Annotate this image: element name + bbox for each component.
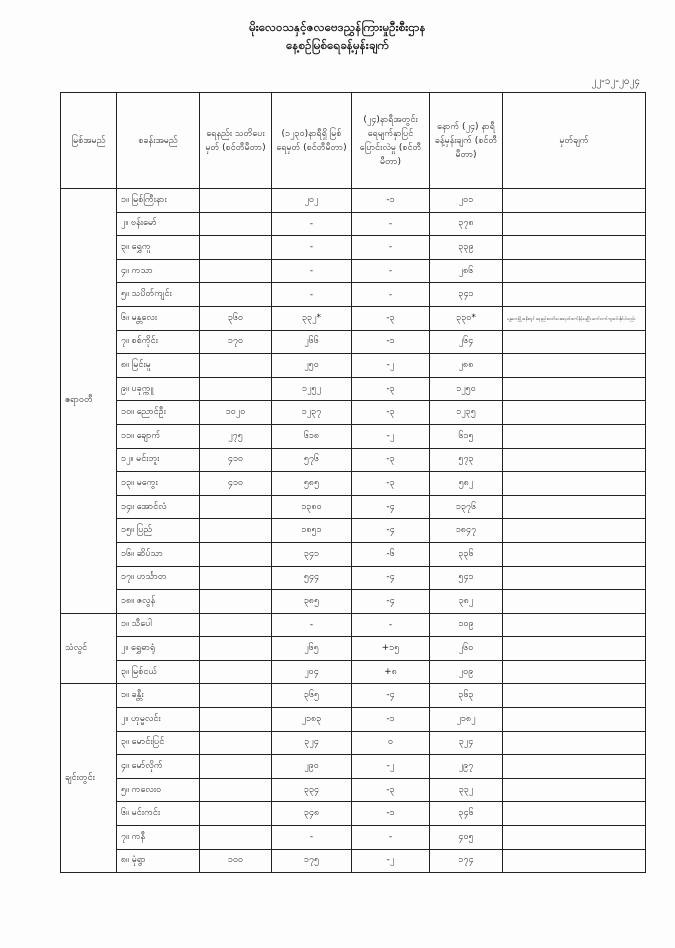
low-warning-cell bbox=[200, 660, 272, 684]
low-warning-cell bbox=[200, 495, 272, 519]
station-name-cell: ၆။ မင်းကင်း bbox=[117, 802, 200, 826]
water-level-cell: - bbox=[272, 259, 352, 283]
water-level-cell: ၂၉၀ bbox=[272, 755, 352, 779]
low-warning-cell bbox=[200, 637, 272, 661]
station-name-cell: ၁၃။ မကွေး bbox=[117, 472, 200, 496]
water-level-cell: ၁၃၈၀ bbox=[272, 495, 352, 519]
table-row bbox=[61, 189, 646, 213]
low-warning-cell bbox=[200, 519, 272, 543]
remark-cell bbox=[503, 448, 646, 472]
station-name-cell: ၁၄။ အောင်လံ bbox=[117, 495, 200, 519]
level-change-cell: +၁၅ bbox=[352, 637, 430, 661]
remark-cell bbox=[503, 330, 646, 354]
remark-cell bbox=[503, 684, 646, 708]
remark-cell bbox=[503, 236, 646, 260]
column-header: နောက် (၂၄) နာရီ ခန့်မှန်းချက် (စင်တီမီတာ) bbox=[430, 93, 503, 189]
station-name-cell: ၆။ မန္တလေး bbox=[117, 306, 200, 330]
table-row bbox=[61, 283, 646, 307]
remark-cell bbox=[503, 495, 646, 519]
station-name-cell: ၂။ ရွှေဓာရုံ bbox=[117, 637, 200, 661]
level-change-cell: ၀ bbox=[352, 731, 430, 755]
low-warning-cell bbox=[200, 731, 272, 755]
station-name-cell: ၁၆။ ဆိပ်သာ bbox=[117, 542, 200, 566]
level-change-cell: -၄ bbox=[352, 590, 430, 614]
report-date: ၂၂-၁၂-၂၀၂၄ bbox=[591, 76, 640, 87]
table-row bbox=[61, 377, 646, 401]
remark-cell: မန္တလေးမြို့အနီးတွင် ရေနည်းသတိပေးအမှတ်ထက်နိမ့်နေပြီး ဆက်လက်ကျဆင်းနိုင်ပါသည်။ bbox=[503, 306, 646, 330]
forecast-cell: ၂၆၄ bbox=[430, 330, 503, 354]
water-level-cell: ၂၆၅ bbox=[272, 637, 352, 661]
remark-cell bbox=[503, 377, 646, 401]
low-warning-cell: ၄၁၀ bbox=[200, 448, 272, 472]
forecast-cell: ၂၀၁ bbox=[430, 189, 503, 213]
water-level-cell: ၁၇၅ bbox=[272, 849, 352, 873]
low-warning-cell: ၂၇၅ bbox=[200, 424, 272, 448]
forecast-cell: ၂၆၀ bbox=[430, 637, 503, 661]
remark-cell bbox=[503, 424, 646, 448]
station-name-cell: ၇။ ကနီ bbox=[117, 826, 200, 850]
level-change-cell: -၃ bbox=[352, 377, 430, 401]
low-warning-cell bbox=[200, 377, 272, 401]
remark-cell bbox=[503, 802, 646, 826]
low-warning-cell bbox=[200, 354, 272, 378]
table-row bbox=[61, 354, 646, 378]
water-level-cell: ၁၂၅၂ bbox=[272, 377, 352, 401]
station-name-cell: ၄။ ကသာ bbox=[117, 259, 200, 283]
level-change-cell: -၂ bbox=[352, 354, 430, 378]
forecast-cell: ၁၃၇၆ bbox=[430, 495, 503, 519]
forecast-cell: ၅၄၁ bbox=[430, 566, 503, 590]
forecast-cell: ၂၀၉ bbox=[430, 660, 503, 684]
low-warning-cell bbox=[200, 189, 272, 213]
forecast-cell: ၁၂၃၅ bbox=[430, 401, 503, 425]
level-change-cell: -၃ bbox=[352, 306, 430, 330]
forecast-cell: ၃၄၆ bbox=[430, 802, 503, 826]
water-level-cell: - bbox=[272, 613, 352, 637]
table-row bbox=[61, 472, 646, 496]
station-name-cell: ၉။ ပခုက္ကူ bbox=[117, 377, 200, 401]
station-name-cell: ၁၂။ မင်းဘူး bbox=[117, 448, 200, 472]
river-name-cell: ချင်းတွင်း bbox=[61, 684, 117, 873]
table-row bbox=[61, 424, 646, 448]
table-row bbox=[61, 495, 646, 519]
remark-cell bbox=[503, 542, 646, 566]
station-name-cell: ၃။ ရွှေကူ bbox=[117, 236, 200, 260]
remark-cell bbox=[503, 613, 646, 637]
table-row bbox=[61, 755, 646, 779]
water-level-cell: - bbox=[272, 826, 352, 850]
water-level-cell: ၃၆၅ bbox=[272, 684, 352, 708]
low-warning-cell bbox=[200, 566, 272, 590]
table-body bbox=[61, 189, 646, 873]
station-name-cell: ၂။ ဟုမ္မလင်း bbox=[117, 708, 200, 732]
table-row bbox=[61, 566, 646, 590]
water-level-cell: - bbox=[272, 236, 352, 260]
low-warning-cell bbox=[200, 542, 272, 566]
table-row bbox=[61, 613, 646, 637]
low-warning-cell bbox=[200, 283, 272, 307]
level-change-cell: - bbox=[352, 613, 430, 637]
level-change-cell: -၃ bbox=[352, 448, 430, 472]
low-warning-cell bbox=[200, 755, 272, 779]
station-name-cell: ၁၀။ ညောင်ဦး bbox=[117, 401, 200, 425]
level-change-cell: -၆ bbox=[352, 542, 430, 566]
level-change-cell: -၄ bbox=[352, 495, 430, 519]
level-change-cell: -၂ bbox=[352, 424, 430, 448]
table-row bbox=[61, 448, 646, 472]
water-level-cell: ၁၈၅၁ bbox=[272, 519, 352, 543]
low-warning-cell bbox=[200, 802, 272, 826]
table-row bbox=[61, 542, 646, 566]
forecast-cell: ၂၉၇ bbox=[430, 755, 503, 779]
level-change-cell: -၁ bbox=[352, 189, 430, 213]
forecast-cell: ၃၆၃ bbox=[430, 684, 503, 708]
level-change-cell: - bbox=[352, 212, 430, 236]
level-change-cell: -၃ bbox=[352, 401, 430, 425]
table-row bbox=[61, 306, 646, 330]
low-warning-cell bbox=[200, 259, 272, 283]
station-name-cell: ၁။ သီပေါ bbox=[117, 613, 200, 637]
forecast-cell: ၂၈၆ bbox=[430, 259, 503, 283]
table-row bbox=[61, 637, 646, 661]
table-row bbox=[61, 802, 646, 826]
low-warning-cell bbox=[200, 212, 272, 236]
forecast-cell: ၁၇၄ bbox=[430, 849, 503, 873]
water-level-cell: - bbox=[272, 283, 352, 307]
table-row bbox=[61, 708, 646, 732]
table-row bbox=[61, 826, 646, 850]
station-name-cell: ၁။ မြစ်ကြီးနား bbox=[117, 189, 200, 213]
level-change-cell: -၁ bbox=[352, 802, 430, 826]
table-header-row bbox=[61, 93, 646, 189]
table-row bbox=[61, 259, 646, 283]
water-level-cell: ၃၄၈ bbox=[272, 802, 352, 826]
level-change-cell: - bbox=[352, 826, 430, 850]
low-warning-cell: ၁၀၂၀ bbox=[200, 401, 272, 425]
column-header: (၂၄)နာရီအတွင်း ရေမျက်နှာပြင် ပြောင်းလဲမှု (စင်တီမီတာ) bbox=[352, 93, 430, 189]
low-warning-cell bbox=[200, 684, 272, 708]
forecast-cell: ၂၈၈ bbox=[430, 354, 503, 378]
table-row bbox=[61, 849, 646, 873]
low-warning-cell bbox=[200, 826, 272, 850]
station-name-cell: ၈။ မုံရွာ bbox=[117, 849, 200, 873]
remark-cell bbox=[503, 778, 646, 802]
low-warning-cell bbox=[200, 708, 272, 732]
table-row bbox=[61, 236, 646, 260]
river-name-cell: သံလွင် bbox=[61, 613, 117, 684]
remark-cell bbox=[503, 755, 646, 779]
table-row bbox=[61, 684, 646, 708]
column-header: စခန်းအမည် bbox=[117, 93, 200, 189]
remark-cell bbox=[503, 660, 646, 684]
station-name-cell: ၁၈။ ဇလွန် bbox=[117, 590, 200, 614]
document-title: မိုးလေဝသနှင့်ဇလဗေဒညွှန်ကြားမှုဦးစီးဌာန bbox=[249, 20, 426, 34]
remark-cell bbox=[503, 590, 646, 614]
water-level-cell: ၂၀၂ bbox=[272, 189, 352, 213]
water-level-cell: ၁၂၃၇ bbox=[272, 401, 352, 425]
level-change-cell: - bbox=[352, 283, 430, 307]
level-change-cell: -၄ bbox=[352, 566, 430, 590]
low-warning-cell bbox=[200, 778, 272, 802]
water-level-cell: ၃၈၅ bbox=[272, 590, 352, 614]
water-level-cell: ၅၇၆ bbox=[272, 448, 352, 472]
remark-cell bbox=[503, 259, 646, 283]
level-change-cell: -၃ bbox=[352, 778, 430, 802]
forecast-cell: ၅၇၃ bbox=[430, 448, 503, 472]
document-subtitle: နေ့စဉ်မြစ်ရေခန့်မှန်းချက် bbox=[286, 38, 389, 52]
level-change-cell: -၃ bbox=[352, 472, 430, 496]
column-header: မြစ်အမည် bbox=[61, 93, 117, 189]
remark-cell bbox=[503, 731, 646, 755]
station-name-cell: ၅။ သပိတ်ကျင်း bbox=[117, 283, 200, 307]
table-row bbox=[61, 212, 646, 236]
river-level-table bbox=[60, 92, 646, 873]
station-name-cell: ၁။ ခန္တီး bbox=[117, 684, 200, 708]
forecast-cell: ၁၀၉ bbox=[430, 613, 503, 637]
water-level-cell: ၃၄၁ bbox=[272, 542, 352, 566]
low-warning-cell: ၄၁၀ bbox=[200, 472, 272, 496]
table-row bbox=[61, 778, 646, 802]
remark-cell bbox=[503, 401, 646, 425]
remark-cell bbox=[503, 637, 646, 661]
station-name-cell: ၈။ မြင်းမူ bbox=[117, 354, 200, 378]
remark-cell bbox=[503, 189, 646, 213]
table-row bbox=[61, 330, 646, 354]
low-warning-cell bbox=[200, 590, 272, 614]
level-change-cell: -၄ bbox=[352, 519, 430, 543]
water-level-cell: ၃၂၄ bbox=[272, 731, 352, 755]
level-change-cell: -၁ bbox=[352, 708, 430, 732]
remark-cell bbox=[503, 708, 646, 732]
remark-cell bbox=[503, 849, 646, 873]
station-name-cell: ၄။ မော်လိုက် bbox=[117, 755, 200, 779]
column-header: မှတ်ချက် bbox=[503, 93, 646, 189]
remark-cell bbox=[503, 566, 646, 590]
station-name-cell: ၅။ ကလေးဝ bbox=[117, 778, 200, 802]
water-level-cell: ၅၈၅ bbox=[272, 472, 352, 496]
station-name-cell: ၃။ မြစ်ငယ် bbox=[117, 660, 200, 684]
station-name-cell: ၇။ စစ်ကိုင်း bbox=[117, 330, 200, 354]
water-level-cell: ၃၃၂* bbox=[272, 306, 352, 330]
low-warning-cell: ၃၆၀ bbox=[200, 306, 272, 330]
level-change-cell: -၁ bbox=[352, 330, 430, 354]
low-warning-cell bbox=[200, 613, 272, 637]
level-change-cell: -၄ bbox=[352, 684, 430, 708]
forecast-cell: ၃၈၂ bbox=[430, 590, 503, 614]
station-name-cell: ၂။ ဗန်းမော် bbox=[117, 212, 200, 236]
remark-cell bbox=[503, 283, 646, 307]
forecast-cell: ၂၁၈၂ bbox=[430, 708, 503, 732]
low-warning-cell: ၁၇၀ bbox=[200, 330, 272, 354]
column-header: (၁၂၃၀)နာရီရှိ မြစ်ရေမှတ် (စင်တီမီတာ) bbox=[272, 93, 352, 189]
table-row bbox=[61, 660, 646, 684]
forecast-cell: ၄၀၅ bbox=[430, 826, 503, 850]
remark-cell bbox=[503, 519, 646, 543]
forecast-cell: ၃၃၀* bbox=[430, 306, 503, 330]
water-level-cell: - bbox=[272, 212, 352, 236]
level-change-cell: - bbox=[352, 236, 430, 260]
forecast-cell: ၃၂၄ bbox=[430, 731, 503, 755]
table-row bbox=[61, 731, 646, 755]
low-warning-cell: ၁၀၀ bbox=[200, 849, 272, 873]
forecast-cell: ၁၈၄၇ bbox=[430, 519, 503, 543]
forecast-cell: ၃၃၉ bbox=[430, 236, 503, 260]
water-level-cell: ၃၃၄ bbox=[272, 778, 352, 802]
level-change-cell: -၂ bbox=[352, 755, 430, 779]
level-change-cell: - bbox=[352, 259, 430, 283]
forecast-cell: ၃၄၁ bbox=[430, 283, 503, 307]
station-name-cell: ၁၇။ ဟင်္သာတ bbox=[117, 566, 200, 590]
table-row bbox=[61, 519, 646, 543]
remark-cell bbox=[503, 354, 646, 378]
remark-cell bbox=[503, 472, 646, 496]
water-level-cell: ၂၅၀ bbox=[272, 354, 352, 378]
remark-cell bbox=[503, 826, 646, 850]
table-row bbox=[61, 590, 646, 614]
station-name-cell: ၃။ မောင်းပြင် bbox=[117, 731, 200, 755]
level-change-cell: -၂ bbox=[352, 849, 430, 873]
forecast-cell: ၁၂၅၀ bbox=[430, 377, 503, 401]
table-row bbox=[61, 401, 646, 425]
forecast-cell: ၅၈၂ bbox=[430, 472, 503, 496]
column-header: ရေနည်း သတိပေးမှတ် (စင်တီမီတာ) bbox=[200, 93, 272, 189]
water-level-cell: ၅၄၄ bbox=[272, 566, 352, 590]
forecast-cell: ၆၁၅ bbox=[430, 424, 503, 448]
water-level-cell: ၂၆၆ bbox=[272, 330, 352, 354]
water-level-cell: ၆၁၈ bbox=[272, 424, 352, 448]
water-level-cell: ၂၁၈၃ bbox=[272, 708, 352, 732]
station-name-cell: ၁၁။ ချောက် bbox=[117, 424, 200, 448]
station-name-cell: ၁၅။ ပြည် bbox=[117, 519, 200, 543]
forecast-cell: ၃၇၈ bbox=[430, 212, 503, 236]
low-warning-cell bbox=[200, 236, 272, 260]
river-name-cell: ဧရာဝတီ bbox=[61, 189, 117, 614]
water-level-cell: ၂၀၄ bbox=[272, 660, 352, 684]
level-change-cell: +၈ bbox=[352, 660, 430, 684]
remark-cell bbox=[503, 212, 646, 236]
forecast-cell: ၃၃၆ bbox=[430, 542, 503, 566]
forecast-cell: ၃၃၂ bbox=[430, 778, 503, 802]
